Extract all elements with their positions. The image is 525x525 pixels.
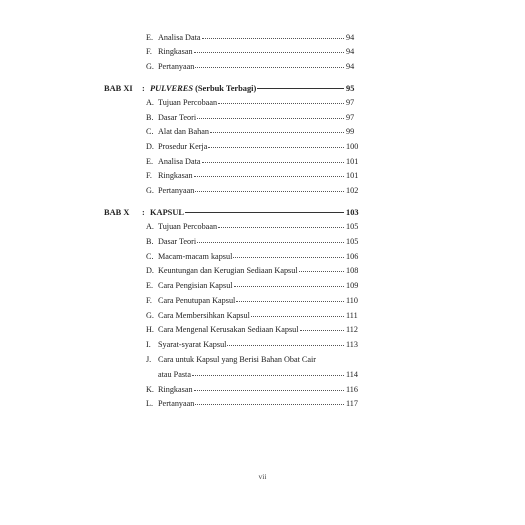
toc-entry	[146, 186, 362, 196]
entry-title: Cara Penutupan Kapsul	[158, 296, 236, 305]
entry-letter: C.	[146, 127, 154, 136]
entry-letter: B.	[146, 113, 154, 122]
page-number: vii	[258, 472, 267, 481]
entry-title: Cara Mengenal Kerusakan Sediaan Kapsul	[158, 325, 299, 334]
toc-entry	[146, 142, 362, 152]
toc-entry	[146, 222, 362, 232]
entry-page: 94	[346, 62, 355, 71]
entry-page: 105	[346, 237, 359, 246]
entry-page: 94	[346, 33, 355, 42]
solid-leader	[257, 88, 344, 89]
toc-entry	[146, 33, 362, 43]
entry-title: Tujuan Percobaan	[158, 222, 218, 231]
dot-leader	[236, 301, 344, 302]
entry-letter: A.	[146, 98, 154, 107]
dot-leader	[195, 404, 344, 405]
entry-page: 94	[346, 47, 355, 56]
dot-leader	[194, 52, 344, 53]
chapter-number: BAB X	[104, 208, 130, 217]
entry-title: Ringkasan	[158, 47, 193, 56]
dot-leader	[251, 316, 344, 317]
toc-entry	[146, 399, 362, 409]
toc-entry-first-line	[146, 355, 362, 365]
entry-letter: D.	[146, 266, 154, 275]
toc-entry	[146, 311, 362, 321]
dot-leader	[197, 118, 344, 119]
dot-leader	[194, 176, 344, 177]
chapter-title-italic: PULVERES	[150, 84, 193, 93]
entry-page: 108	[346, 266, 359, 275]
entry-letter: I.	[146, 340, 151, 349]
entry-title: Keuntungan dan Kerugian Sediaan Kapsul	[158, 266, 298, 275]
entry-letter: F.	[146, 171, 152, 180]
toc-entry-continuation	[146, 370, 362, 380]
dot-leader	[194, 390, 344, 391]
toc-entry	[146, 62, 362, 72]
entry-page: 101	[346, 171, 359, 180]
entry-letter: B.	[146, 237, 154, 246]
entry-page: 105	[346, 222, 359, 231]
chapter-number: BAB XI	[104, 84, 133, 93]
entry-title: Pertanyaan	[158, 62, 195, 71]
toc-entry	[146, 47, 362, 57]
toc-entry	[146, 157, 362, 167]
entry-title: Dasar Teori	[158, 113, 197, 122]
toc-entry	[146, 237, 362, 247]
entry-page: 116	[346, 385, 358, 394]
dot-leader	[210, 132, 344, 133]
entry-title: Analisa Data	[158, 157, 201, 166]
entry-title: Pertanyaan	[158, 186, 195, 195]
entry-title: Cara Pengisian Kapsul	[158, 281, 233, 290]
entry-letter: F.	[146, 296, 152, 305]
entry-letter: G.	[146, 311, 154, 320]
entry-title: Ringkasan	[158, 171, 193, 180]
entry-page: 100	[346, 142, 359, 151]
dot-leader	[192, 375, 344, 376]
dot-leader	[208, 147, 344, 148]
entry-page: 110	[346, 296, 358, 305]
chapter-heading-xi	[104, 84, 362, 94]
entry-letter: D.	[146, 142, 154, 151]
dot-leader	[233, 257, 344, 258]
entry-letter: F.	[146, 47, 152, 56]
dot-leader	[234, 286, 344, 287]
entry-page: 114	[346, 370, 358, 379]
dot-leader	[300, 330, 344, 331]
toc-entry	[146, 385, 362, 395]
entry-letter: G.	[146, 186, 154, 195]
solid-leader	[185, 212, 344, 213]
dot-leader	[197, 242, 344, 243]
chapter-title-rest: (Serbuk Terbagi)	[192, 84, 257, 93]
entry-title: Syarat-syarat Kapsul	[158, 340, 227, 349]
entry-letter: L.	[146, 399, 154, 408]
entry-letter: A.	[146, 222, 154, 231]
entry-page: 97	[346, 113, 355, 122]
entry-page: 99	[346, 127, 355, 136]
entry-title: Cara untuk Kapsul yang Berisi Bahan Obat Cair	[158, 355, 317, 364]
dot-leader	[218, 103, 344, 104]
chapter-page: 95	[346, 84, 355, 93]
entry-letter: E.	[146, 281, 154, 290]
entry-page: 113	[346, 340, 358, 349]
entry-title: Prosedur Kerja	[158, 142, 208, 151]
toc-entry	[146, 252, 362, 262]
chapter-heading-x	[104, 208, 362, 218]
toc-entry	[146, 325, 362, 335]
entry-page: 101	[346, 157, 359, 166]
entry-letter: E.	[146, 33, 154, 42]
entry-title: Cara Membersihkan Kapsul	[158, 311, 250, 320]
entry-page: 117	[346, 399, 358, 408]
dot-leader	[202, 38, 344, 39]
chapter-colon: :	[142, 84, 145, 93]
toc-entry	[146, 266, 362, 276]
entry-page: 97	[346, 98, 355, 107]
entry-title: Ringkasan	[158, 385, 193, 394]
toc-entry	[146, 296, 362, 306]
entry-letter: J.	[146, 355, 152, 364]
entry-letter: K.	[146, 385, 154, 394]
chapter-title	[150, 84, 256, 94]
entry-title-continued: atau Pasta	[158, 370, 191, 379]
entry-page: 111	[346, 311, 358, 320]
entry-letter: E.	[146, 157, 154, 166]
toc-entry	[146, 340, 362, 350]
entry-page: 102	[346, 186, 359, 195]
chapter-colon: :	[142, 208, 145, 217]
dot-leader	[202, 162, 344, 163]
entry-title: Macam-macam kapsul	[158, 252, 233, 261]
entry-title: Dasar Teori	[158, 237, 197, 246]
entry-title: Alat dan Bahan	[158, 127, 209, 136]
toc-entry	[146, 171, 362, 181]
toc-entry	[146, 281, 362, 291]
chapter-page: 103	[346, 208, 359, 217]
entry-letter: C.	[146, 252, 154, 261]
entry-title: Tujuan Percobaan	[158, 98, 218, 107]
entry-title: Pertanyaan	[158, 399, 195, 408]
chapter-title: KAPSUL	[150, 208, 184, 217]
toc-entry	[146, 98, 362, 108]
toc-entry	[146, 113, 362, 123]
dot-leader	[299, 271, 344, 272]
dot-leader	[195, 67, 344, 68]
dot-leader	[227, 345, 344, 346]
entry-page: 112	[346, 325, 358, 334]
dot-leader	[195, 191, 344, 192]
entry-page: 106	[346, 252, 359, 261]
entry-letter: H.	[146, 325, 154, 334]
entry-letter: G.	[146, 62, 154, 71]
entry-page: 109	[346, 281, 359, 290]
entry-title: Analisa Data	[158, 33, 201, 42]
toc-entry	[146, 127, 362, 137]
dot-leader	[218, 227, 344, 228]
